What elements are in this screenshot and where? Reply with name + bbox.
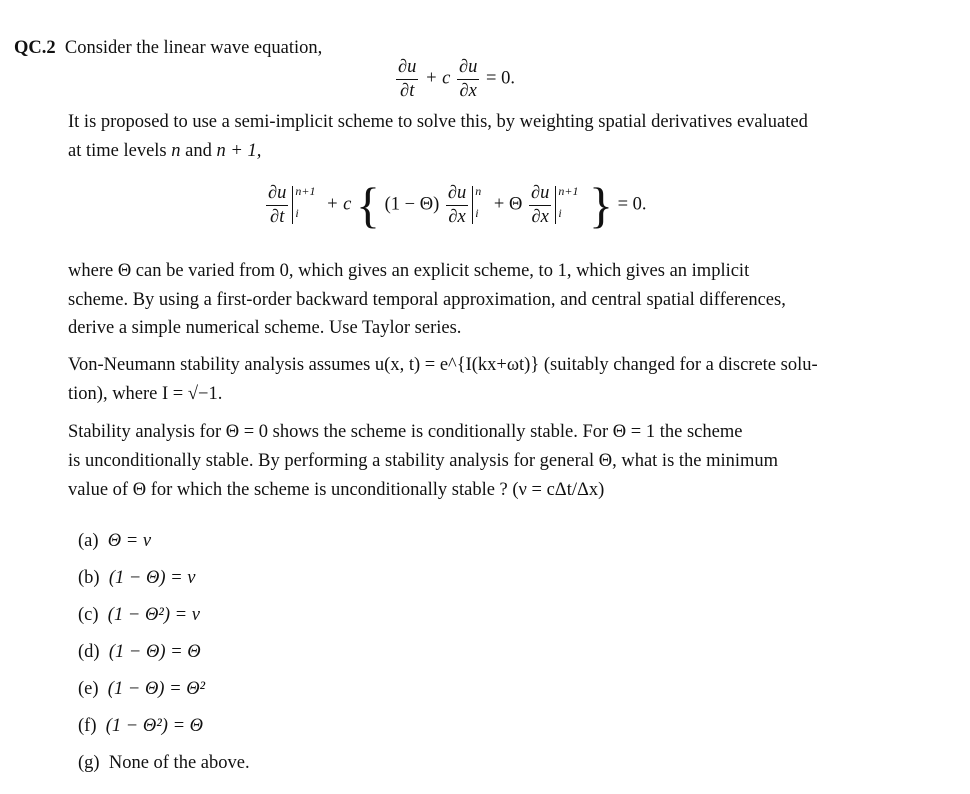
eq2-du-dt-fraction: $\frac{\partial u}{\partial t}$ xyxy=(268,183,287,227)
option-d[interactable]: (d) (1 − Θ) = Θ xyxy=(78,642,201,662)
paragraph-2-line-2: scheme. By using a first-order backward temporal approximation, and central spatial differences, xyxy=(68,290,786,310)
semi-implicit-equation: $\frac{\partial u}{\partial t}$ n+1 i + c { (1 − Θ) $\frac{\partial u}{\partial x}$ n i + Θ $\frac{\partial u}{\partial x}$ n+1 i } = 0. xyxy=(268,177,647,233)
du-dx-fraction: $\frac{\partial u}{\partial x}$ xyxy=(458,57,478,101)
left-brace: { xyxy=(355,177,380,233)
du-dt-fraction: $\frac{\partial u}{\partial t}$ xyxy=(398,57,417,101)
option-a[interactable]: (a) Θ = ν xyxy=(78,531,152,551)
option-f[interactable]: (f) (1 − Θ²) = Θ xyxy=(78,716,204,736)
paragraph-4-line-1: Stability analysis for Θ = 0 shows the scheme is conditionally stable. For Θ = 1 the scheme xyxy=(68,422,743,442)
option-b[interactable]: (b) (1 − Θ) = ν xyxy=(78,568,196,588)
equals-zero: = 0. xyxy=(486,68,515,89)
wave-equation xyxy=(394,58,515,100)
eq2-du-dx-fraction-n1: $\frac{\partial u}{\partial x}$ xyxy=(530,183,550,227)
paragraph-2-line-1: where Θ can be varied from 0, which gives an explicit scheme, to 1, which gives an implicit xyxy=(68,261,750,281)
evaluation-bar xyxy=(292,186,293,224)
paragraph-2-line-3: derive a simple numerical scheme. Use Taylor series. xyxy=(68,318,462,338)
option-g[interactable]: (g) None of the above. xyxy=(78,753,250,773)
paragraph-4-line-3: value of Θ for which the scheme is unconditionally stable ? (ν = cΔt/Δx) xyxy=(68,480,605,500)
option-c[interactable]: (c) (1 − Θ²) = ν xyxy=(78,605,200,625)
paragraph-4-line-2: is unconditionally stable. By performing a stability analysis for general Θ, what is the minimum xyxy=(68,451,779,471)
paragraph-1-line-2: at time levels n and n + 1, xyxy=(68,141,262,161)
question-label: QC.2 xyxy=(14,38,56,58)
paragraph-3-line-2: tion), where I = √−1. xyxy=(68,384,223,404)
right-brace: } xyxy=(588,177,613,233)
plus-theta: + Θ xyxy=(493,194,523,215)
option-e[interactable]: (e) (1 − Θ) = Θ² xyxy=(78,679,206,699)
one-minus-theta: (1 − Θ) xyxy=(384,194,440,215)
question-header xyxy=(14,34,322,62)
eq2-du-dx-fraction-n: $\frac{\partial u}{\partial x}$ xyxy=(447,183,467,227)
plus-c: + c xyxy=(425,68,451,89)
paragraph-1-line-1: It is proposed to use a semi-implicit scheme to solve this, by weighting spatial derivatives evaluated xyxy=(68,112,808,132)
question-intro: Consider the linear wave equation, xyxy=(64,38,323,58)
paragraph-3-line-1: Von-Neumann stability analysis assumes u(x, t) = e^{I(kx+ωt)} (suitably changed for a discrete solu- xyxy=(68,355,818,375)
